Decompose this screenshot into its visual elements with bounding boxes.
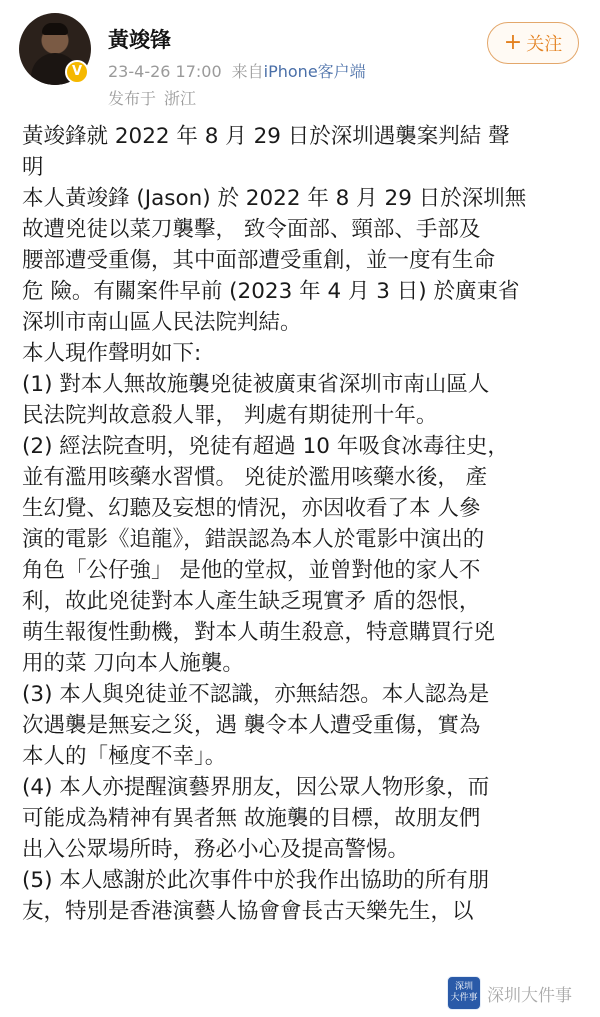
text-line: (5) 本人感謝於此次事件中於我作出協助的所有朋 bbox=[22, 868, 490, 893]
text-line: 友，特別是香港演藝人協會會長古天樂先生，以 bbox=[22, 899, 474, 924]
text-line: 次遇襲是無妄之災，遇 襲令本人遭受重傷，實為 bbox=[22, 713, 481, 738]
text-line: 出入公眾場所時，務必小心及提高警惕。 bbox=[22, 837, 410, 862]
text-line: 深圳市南山區人民法院判結。 bbox=[22, 310, 302, 335]
text-line: 危 險。有關案件早前 (2023 年 4 月 3 日) 於廣東省 bbox=[22, 279, 520, 304]
post-header bbox=[0, 0, 600, 115]
post-time: 23-4-26 17:00 bbox=[108, 62, 222, 81]
vip-badge-icon: V bbox=[65, 60, 89, 84]
text-line: (3) 本人與兇徒並不認識，亦無結怨。本人認為是 bbox=[22, 682, 490, 707]
text-line: 可能成為精神有異者無 故施襲的目標，故朋友們 bbox=[22, 806, 481, 831]
text-line: 並有濫用咳藥水習慣。 兇徒於濫用咳藥水後， 產 bbox=[22, 465, 488, 490]
location-value: 浙江 bbox=[164, 89, 197, 108]
text-line: 利，故此兇徒對本人產生缺乏現實矛 盾的怨恨， bbox=[22, 589, 481, 614]
text-line: 本人的「極度不幸」。 bbox=[22, 744, 227, 769]
source-prefix: 来自 bbox=[231, 62, 264, 81]
text-line: 本人現作聲明如下: bbox=[22, 341, 202, 366]
text-line: 角色「公仔強」 是他的堂叔，並曾對他的家人不 bbox=[22, 558, 481, 583]
watermark-logo bbox=[447, 976, 481, 1010]
text-line: 故遭兇徒以菜刀襲擊， 致令面部、頸部、手部及 bbox=[22, 217, 481, 242]
follow-label: 关注 bbox=[526, 34, 563, 55]
text-line: (4) 本人亦提醒演藝界朋友，因公眾人物形象，而 bbox=[22, 775, 490, 800]
watermark-logo-line2: 大件事 bbox=[450, 993, 478, 1003]
text-line: 黃竣鋒就 2022 年 8 月 29 日於深圳遇襲案判結 聲 bbox=[22, 124, 510, 149]
post-location bbox=[108, 86, 196, 109]
post-meta bbox=[108, 59, 366, 82]
text-line: 民法院判故意殺人罪， 判處有期徒刑十年。 bbox=[22, 403, 438, 428]
post-body bbox=[22, 121, 582, 927]
text-line: 演的電影《追龍》，錯誤認為本人於電影中演出的 bbox=[22, 527, 485, 552]
text-line: 明 bbox=[22, 155, 44, 180]
text-line: 本人黃竣鋒 (Jason) 於 2022 年 8 月 29 日於深圳無 bbox=[22, 186, 527, 211]
location-prefix: 发布于 bbox=[108, 89, 157, 108]
watermark-logo-line1: 深圳 bbox=[454, 982, 473, 992]
text-line: 腰部遭受重傷，其中面部遭受重創，並一度有生命 bbox=[22, 248, 496, 273]
text-line: (2) 經法院查明，兇徒有超過 10 年吸食冰毒往史， bbox=[22, 434, 509, 459]
text-line: 生幻覺、幻聽及妄想的情況，亦因收看了本 人參 bbox=[22, 496, 481, 521]
watermark bbox=[447, 970, 600, 1016]
follow-button[interactable] bbox=[487, 22, 579, 64]
avatar-hair bbox=[42, 23, 68, 35]
text-line: (1) 對本人無故施襲兇徒被廣東省深圳市南山區人 bbox=[22, 372, 490, 397]
text-line: 萌生報復性動機，對本人萌生殺意，特意購買行兇 bbox=[22, 620, 496, 645]
author-name[interactable]: 黃竣锋 bbox=[108, 28, 171, 52]
plus-icon: + bbox=[503, 30, 523, 55]
watermark-text: 深圳大件事 bbox=[487, 985, 572, 1006]
device-source[interactable]: iPhone客户端 bbox=[263, 62, 366, 81]
text-line: 用的菜 刀向本人施襲。 bbox=[22, 651, 244, 676]
